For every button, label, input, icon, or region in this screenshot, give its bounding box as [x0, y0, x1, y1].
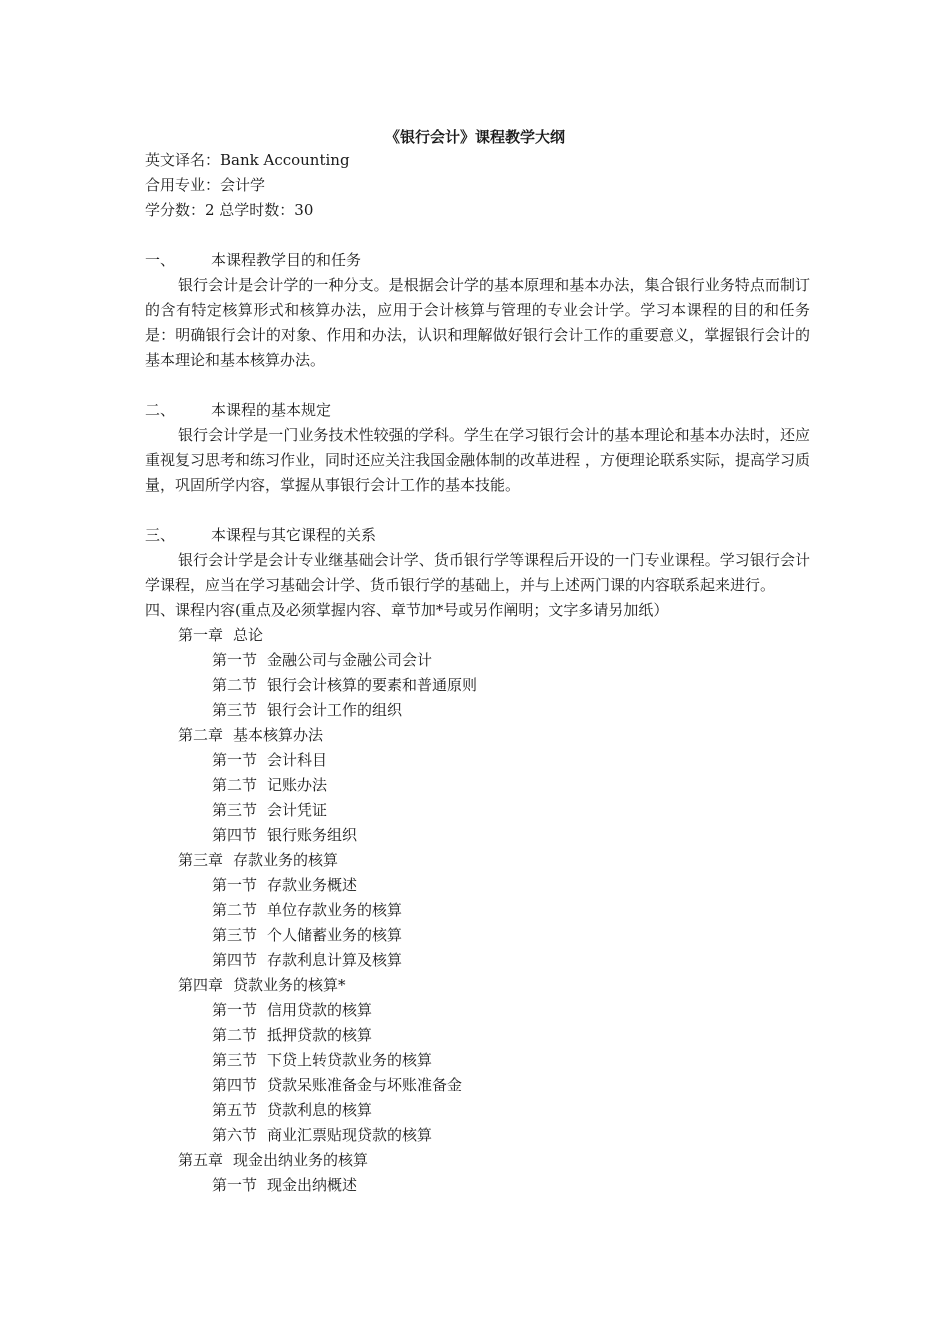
section-title: 贷款利息的核算 — [267, 1101, 373, 1119]
section-heading — [145, 248, 810, 273]
section-label: 第三节 — [212, 801, 258, 819]
chapter-heading — [145, 973, 810, 998]
chapter-label: 第一章 — [178, 626, 224, 644]
section-number: 二、 — [145, 401, 176, 419]
section-title: 贷款呆账准备金与坏账准备金 — [267, 1076, 463, 1094]
section-label: 第一节 — [212, 1001, 258, 1019]
chapter-section — [145, 1098, 810, 1123]
section-heading — [145, 398, 810, 423]
section-title: 单位存款业务的核算 — [267, 901, 403, 919]
section-paragraph: 银行会计学是一门业务技术性较强的学科。学生在学习银行会计的基本理论和基本办法时，还应重视复习思考和练习作业，同时还应关注我国金融体制的改革进程 ，方便理论联系实际，提高学习质量，巩固所学内容，掌握从事银行会计工作的基本技能。 — [145, 426, 810, 494]
chapter-section — [145, 823, 810, 848]
credits-line: 学分数：2 总学时数：30 — [145, 201, 314, 219]
chapter-title: 存款业务的核算 — [233, 851, 339, 869]
section-label: 第五节 — [212, 1101, 258, 1119]
chapter-section — [145, 1048, 810, 1073]
chapter-label: 第五章 — [178, 1151, 224, 1169]
section-heading — [145, 523, 810, 548]
chapter-section — [145, 773, 810, 798]
chapter-section — [145, 873, 810, 898]
section-title: 银行账务组织 — [267, 826, 358, 844]
chapter-title: 总论 — [233, 626, 264, 644]
section-paragraph: 银行会计学是会计专业继基础会计学、货币银行学等课程后开设的一门专业课程。学习银行会计学课程，应当在学习基础会计学、货币银行学的基础上，并与上述两门课的内容联系起来进行。 — [145, 551, 810, 594]
section-heading-text: 本课程的基本规定 — [211, 401, 332, 419]
section-title: 存款业务概述 — [267, 876, 358, 894]
section-title: 抵押贷款的核算 — [267, 1026, 373, 1044]
section-title: 个人储蓄业务的核算 — [267, 926, 403, 944]
section-label: 第二节 — [212, 1026, 258, 1044]
section-title: 下贷上转贷款业务的核算 — [267, 1051, 433, 1069]
chapter-title: 贷款业务的核算* — [233, 976, 346, 994]
section-label: 第四节 — [212, 951, 258, 969]
section-title: 存款利息计算及核算 — [267, 951, 403, 969]
chapter-label: 第三章 — [178, 851, 224, 869]
section-label: 第一节 — [212, 751, 258, 769]
chapter-section — [145, 923, 810, 948]
chapter-heading — [145, 623, 810, 648]
chapter-heading — [145, 1148, 810, 1173]
section-label: 第四节 — [212, 826, 258, 844]
section-heading-text: 本课程与其它课程的关系 — [211, 526, 377, 544]
chapter-section — [145, 798, 810, 823]
section-label: 第三节 — [212, 1051, 258, 1069]
section-heading-text: 本课程教学目的和任务 — [211, 251, 362, 269]
section-label: 第三节 — [212, 701, 258, 719]
spacer — [145, 498, 810, 523]
chapter-label: 第四章 — [178, 976, 224, 994]
chapter-section — [145, 1123, 810, 1148]
chapter-section — [145, 648, 810, 673]
chapter-title: 基本核算办法 — [233, 726, 324, 744]
chapter-title: 现金出纳业务的核算 — [233, 1151, 369, 1169]
section-title: 商业汇票贴现贷款的核算 — [267, 1126, 433, 1144]
document-title: 《银行会计》课程教学大纲 — [384, 128, 565, 146]
section-label: 第二节 — [212, 676, 258, 694]
section-title: 会计凭证 — [267, 801, 328, 819]
section-title: 现金出纳概述 — [267, 1176, 358, 1194]
section-label: 第三节 — [212, 926, 258, 944]
chapter-section — [145, 698, 810, 723]
chapter-section — [145, 1173, 810, 1198]
chapter-section — [145, 748, 810, 773]
chapter-heading — [145, 848, 810, 873]
chapter-list — [145, 623, 810, 1198]
spacer — [145, 373, 810, 398]
major-line: 合用专业：会计学 — [145, 176, 266, 194]
chapter-section — [145, 1073, 810, 1098]
section-label: 第六节 — [212, 1126, 258, 1144]
chapter-section — [145, 673, 810, 698]
section-label: 第二节 — [212, 901, 258, 919]
chapter-section — [145, 1023, 810, 1048]
chapter-label: 第二章 — [178, 726, 224, 744]
section-title: 记账办法 — [267, 776, 328, 794]
section-title: 银行会计核算的要素和普通原则 — [267, 676, 478, 694]
section-title: 会计科目 — [267, 751, 328, 769]
section-label: 第一节 — [212, 876, 258, 894]
section-paragraph: 银行会计是会计学的一种分支。是根据会计学的基本原理和基本办法，集合银行业务特点而制订的含有特定核算形式和核算办法，应用于会计核算与管理的专业会计学。学习本课程的目的和任务是：明确银行会计的对象、作用和办法，认识和理解做好银行会计工作的重要意义，掌握银行会计的基本理论和基本核算办法。 — [145, 276, 810, 369]
section-title: 银行会计工作的组织 — [267, 701, 403, 719]
section-label: 第四节 — [212, 1076, 258, 1094]
section-label: 第一节 — [212, 1176, 258, 1194]
section-number: 三、 — [145, 526, 176, 544]
chapter-section — [145, 898, 810, 923]
section-title: 金融公司与金融公司会计 — [267, 651, 433, 669]
section-label: 第一节 — [212, 651, 258, 669]
content-heading: 四、课程内容(重点及必须掌握内容、章节加*号或另作阐明；文字多请另加纸） — [145, 601, 669, 619]
chapter-section — [145, 948, 810, 973]
section-number: 一、 — [145, 251, 176, 269]
chapter-section — [145, 998, 810, 1023]
section-title: 信用贷款的核算 — [267, 1001, 373, 1019]
spacer — [145, 223, 810, 248]
document-body — [145, 148, 810, 1198]
chapter-heading — [145, 723, 810, 748]
english-name-line: 英文译名：Bank Accounting — [145, 151, 350, 169]
section-label: 第二节 — [212, 776, 258, 794]
